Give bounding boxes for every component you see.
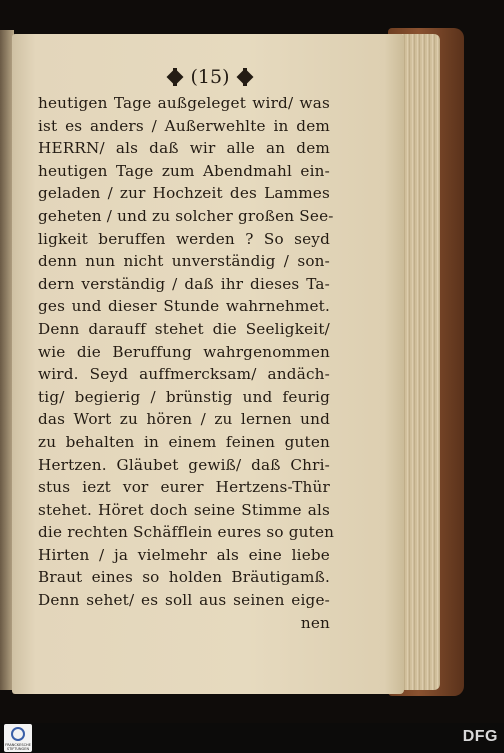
text-line: wie die Beruffung wahrgenommen xyxy=(38,342,330,361)
logo-text: FRANCKESCHE STIFTUNGEN xyxy=(5,743,31,751)
text-line: die rechten Schäfflein eures so guten xyxy=(38,523,335,542)
franckesche-stiftungen-logo[interactable] xyxy=(4,724,32,752)
text-line: geheten / und zu solcher großen See- xyxy=(38,206,334,225)
text-line: stus iezt vor eurer Hertzens-Thür xyxy=(38,478,330,497)
text-line: HERRN/ als daß wir alle an dem xyxy=(38,139,330,158)
text-line: tig/ begierig / brünstig und feurig xyxy=(38,387,330,406)
text-line: heutigen Tage außgeleget wird/ was xyxy=(38,94,330,112)
ornament-left-icon xyxy=(166,68,184,86)
text-line: Denn darauff stehet die Seeligkeit/ xyxy=(38,319,330,338)
text-line: heutigen Tage zum Abendmahl ein- xyxy=(38,161,330,180)
text-line: ligkeit beruffen werden ? So seyd xyxy=(38,229,330,248)
logo-mark-icon xyxy=(11,727,25,741)
text-line: Denn sehet/ es soll aus seinen eige- xyxy=(38,591,330,610)
page-body-text xyxy=(38,92,335,634)
viewer-footer xyxy=(0,723,504,753)
text-line: wird. Seyd auffmercksam/ andäch- xyxy=(38,365,330,384)
text-line: geladen / zur Hochzeit des Lammes xyxy=(38,184,330,203)
page-header xyxy=(140,64,280,90)
text-line: Hertzen. Gläubet gewiß/ daß Chri- xyxy=(38,455,330,474)
text-line: ist es anders / Außerwehlte in dem xyxy=(38,116,330,135)
text-line: das Wort zu hören / zu lernen und xyxy=(38,410,330,429)
text-line: ges und dieser Stunde wahrnehmet. xyxy=(38,297,330,316)
text-line: Hirten / ja vielmehr als eine liebe xyxy=(38,545,330,564)
text-line: denn nun nicht unverständig / son- xyxy=(38,252,330,271)
text-line: nen xyxy=(300,613,330,632)
text-line: Braut eines so holden Bräutigamß. xyxy=(38,568,330,587)
ornament-right-icon xyxy=(236,68,254,86)
text-line: dern verständig / daß ihr dieses Ta- xyxy=(38,274,330,293)
dfg-logo[interactable]: DFG xyxy=(462,728,498,745)
text-line: stehet. Höret doch seine Stimme als xyxy=(38,500,330,519)
text-line: zu behalten in einem feinen guten xyxy=(38,432,330,451)
page-number: (15) xyxy=(190,66,230,88)
